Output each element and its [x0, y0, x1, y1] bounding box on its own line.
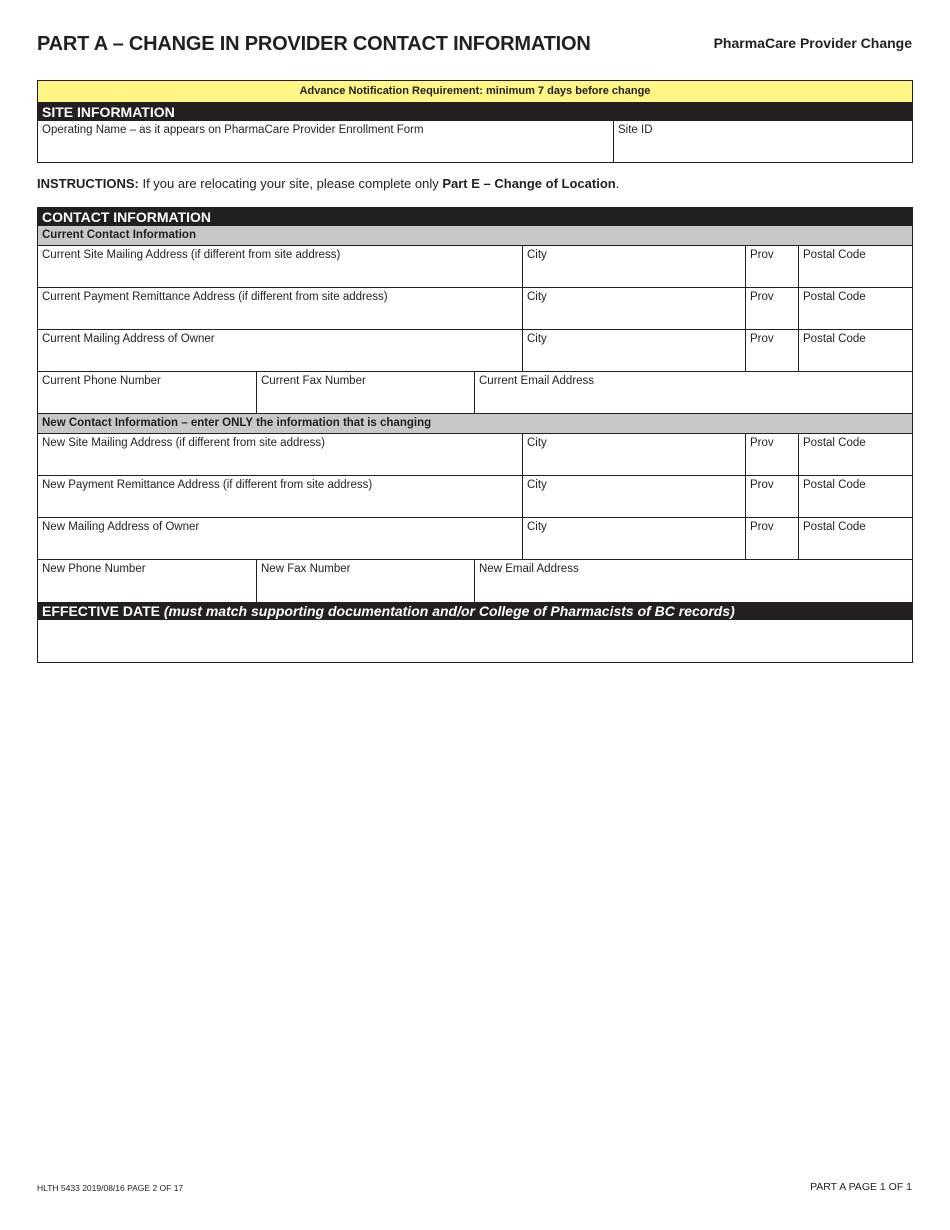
current-remittance-address-field[interactable] [38, 288, 523, 329]
current-owner-address-row [38, 330, 912, 372]
form-name: PharmaCare Provider Change [713, 35, 912, 51]
current-remittance-prov-field[interactable] [746, 288, 799, 329]
current-site-address-field[interactable] [38, 246, 523, 287]
new-site-prov-field[interactable] [746, 434, 799, 475]
contact-information-section [37, 207, 913, 663]
new-remittance-city-field[interactable] [523, 476, 746, 517]
field-label: Postal Code [803, 437, 866, 449]
effective-date-note: (must match supporting documentation and/or College of Pharmacists of BC records) [163, 603, 735, 619]
current-owner-address-field[interactable] [38, 330, 523, 371]
instructions-text: If you are relocating your site, please complete only [138, 176, 443, 191]
current-remittance-postal-field[interactable] [799, 288, 912, 329]
operating-name-field[interactable] [38, 121, 614, 162]
field-label: City [527, 521, 547, 533]
field-label: Current Site Mailing Address (if different from site address) [42, 249, 341, 261]
new-site-address-field[interactable] [38, 434, 523, 475]
field-label: Prov [750, 333, 774, 345]
new-email-field[interactable] [475, 560, 912, 602]
site-information-heading: SITE INFORMATION [38, 103, 912, 121]
site-id-field[interactable] [614, 121, 912, 162]
effective-date-heading [38, 602, 912, 620]
field-label: City [527, 437, 547, 449]
current-fax-field[interactable] [257, 372, 475, 413]
effective-date-title: EFFECTIVE DATE [42, 603, 160, 619]
new-phone-field[interactable] [38, 560, 257, 602]
current-phone-field[interactable] [38, 372, 257, 413]
current-remittance-address-row [38, 288, 912, 330]
effective-date-field[interactable] [38, 620, 912, 662]
new-owner-address-field[interactable] [38, 518, 523, 559]
current-contact-subheading: Current Contact Information [38, 226, 912, 246]
new-remittance-prov-field[interactable] [746, 476, 799, 517]
field-label: Prov [750, 249, 774, 261]
field-label: New Site Mailing Address (if different from site address) [42, 437, 325, 449]
field-label: Postal Code [803, 521, 866, 533]
current-owner-prov-field[interactable] [746, 330, 799, 371]
new-site-postal-field[interactable] [799, 434, 912, 475]
field-label: Current Fax Number [261, 375, 366, 387]
operating-name-label: Operating Name – as it appears on PharmaCare Provider Enrollment Form [42, 124, 424, 136]
current-owner-city-field[interactable] [523, 330, 746, 371]
site-information-section [37, 80, 913, 163]
field-label: Current Email Address [479, 375, 595, 387]
new-owner-prov-field[interactable] [746, 518, 799, 559]
instructions [37, 176, 619, 191]
field-label: Current Phone Number [42, 375, 161, 387]
field-label: Postal Code [803, 479, 866, 491]
field-label: New Mailing Address of Owner [42, 521, 200, 533]
new-contact-subheading: New Contact Information – enter ONLY the information that is changing [38, 414, 912, 434]
field-label: Postal Code [803, 291, 866, 303]
new-owner-city-field[interactable] [523, 518, 746, 559]
field-label: New Email Address [479, 563, 579, 575]
site-id-label: Site ID [618, 124, 653, 136]
field-label: City [527, 249, 547, 261]
field-label: Prov [750, 521, 774, 533]
field-label: Postal Code [803, 249, 866, 261]
field-label: New Phone Number [42, 563, 146, 575]
field-label: Prov [750, 291, 774, 303]
new-owner-postal-field[interactable] [799, 518, 912, 559]
new-site-address-row [38, 434, 912, 476]
new-fax-field[interactable] [257, 560, 475, 602]
current-site-prov-field[interactable] [746, 246, 799, 287]
field-label: City [527, 479, 547, 491]
new-owner-address-row [38, 518, 912, 560]
current-site-postal-field[interactable] [799, 246, 912, 287]
field-label: New Fax Number [261, 563, 351, 575]
new-remittance-postal-field[interactable] [799, 476, 912, 517]
page-number-footer: PART A PAGE 1 OF 1 [810, 1181, 912, 1193]
current-site-address-row [38, 246, 912, 288]
contact-information-heading: CONTACT INFORMATION [38, 208, 912, 226]
current-remittance-city-field[interactable] [523, 288, 746, 329]
current-owner-postal-field[interactable] [799, 330, 912, 371]
instructions-label: INSTRUCTIONS: [37, 176, 139, 191]
new-remittance-address-field[interactable] [38, 476, 523, 517]
field-label: City [527, 333, 547, 345]
new-remittance-address-row [38, 476, 912, 518]
instructions-end: . [615, 176, 620, 191]
page-title: PART A – CHANGE IN PROVIDER CONTACT INFORMATION [37, 33, 591, 55]
field-label: Prov [750, 479, 774, 491]
field-label: Current Payment Remittance Address (if different from site address) [42, 291, 388, 303]
field-label: Prov [750, 437, 774, 449]
current-phone-row [38, 372, 912, 414]
current-email-field[interactable] [475, 372, 912, 413]
form-code-footer: HLTH 5433 2019/08/16 PAGE 2 OF 17 [37, 1183, 184, 1193]
field-label: Postal Code [803, 333, 866, 345]
advance-notice-banner: Advance Notification Requirement: minimum 7 days before change [38, 81, 912, 103]
field-label: City [527, 291, 547, 303]
current-site-city-field[interactable] [523, 246, 746, 287]
field-label: New Payment Remittance Address (if different from site address) [42, 479, 373, 491]
new-phone-row [38, 560, 912, 602]
part-e-reference: Part E – Change of Location [442, 176, 616, 191]
new-site-city-field[interactable] [523, 434, 746, 475]
field-label: Current Mailing Address of Owner [42, 333, 215, 345]
